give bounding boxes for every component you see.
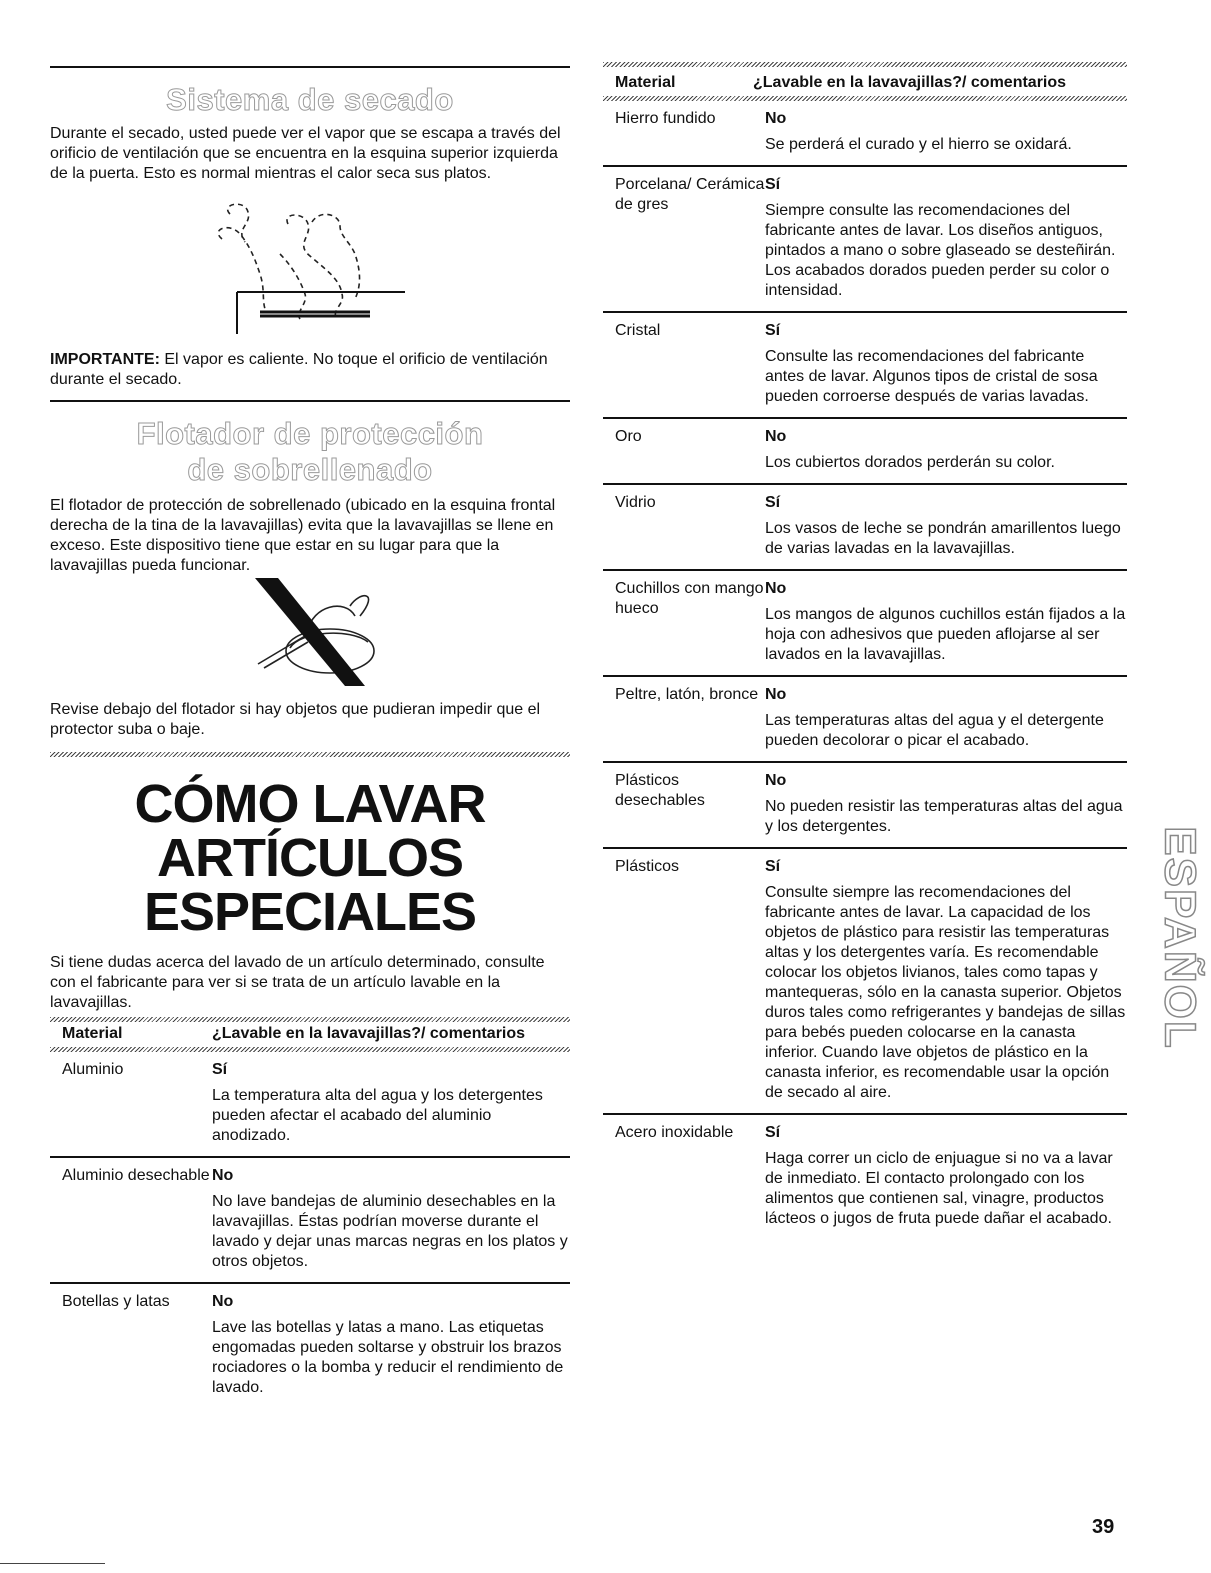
table-row bbox=[603, 313, 1127, 419]
row-answer: Sí bbox=[765, 322, 781, 339]
row-material: Vidrio bbox=[615, 494, 656, 511]
hatched-rule bbox=[50, 1017, 570, 1022]
row-material: Aluminio desechable bbox=[62, 1167, 210, 1184]
row-material: Botellas y latas bbox=[62, 1293, 170, 1310]
hatched-rule bbox=[50, 752, 570, 757]
row-comment: Consulte las recomendaciones del fabricante antes de lavar. Algunos tipos de cristal de sosa pueden corroerse después de varias lavadas. bbox=[765, 348, 1098, 405]
drying-title: Sistema de secado bbox=[166, 82, 454, 117]
header-comment: ¿Lavable en la lavavajillas?/ comentarios bbox=[753, 74, 1067, 91]
row-answer: Sí bbox=[765, 176, 781, 193]
table-row bbox=[603, 167, 1127, 313]
steam-vent-icon bbox=[50, 184, 570, 344]
table-row bbox=[603, 419, 1127, 485]
row-material: Aluminio bbox=[62, 1061, 124, 1078]
important-note bbox=[50, 350, 570, 390]
row-comment: No lave bandejas de aluminio desechables en la lavavajillas. Éstas podrían moverse durante el lavado y dejar unas marcas negras en los platos y otros objetos. bbox=[212, 1193, 568, 1270]
row-comment: Consulte siempre las recomendaciones del fabricante antes de lavar. La capacidad de los objetos de plástico para resistir las temperaturas altas y los detergentes varía. Es recomendable colocar los objetos livianos, tales como tapas y mantequeras, sólo en la canasta superior. Objetos duros tales como refrigerantes y bandejas de sillas para bebés pueden colocarse en la canasta inferior. Cuando lave objetos de plástico en la canasta inferior, es recomendable usar la opción de secado al aire. bbox=[765, 884, 1126, 1101]
row-material: Plásticos bbox=[615, 858, 680, 875]
drying-text: Durante el secado, usted puede ver el vapor que se escapa a través del orificio de ventilación que se encuentra en la esquina superior izquierda de la puerta. Esto es normal mientras el calor seca sus platos. bbox=[50, 125, 561, 182]
header-material: Material bbox=[615, 74, 676, 91]
special-title-line1: CÓMO LAVAR bbox=[134, 774, 486, 834]
row-answer: Sí bbox=[765, 494, 781, 511]
row-material: Cuchillos con mango hueco bbox=[615, 580, 764, 617]
row-material: Plásticos desechables bbox=[615, 772, 705, 809]
header-material: Material bbox=[62, 1025, 123, 1042]
left-column bbox=[50, 0, 570, 1408]
row-comment: Los cubiertos dorados perderán su color. bbox=[765, 454, 1055, 471]
table-row bbox=[603, 1115, 1127, 1239]
float-text: El flotador de protección de sobrellenado (ubicado en la esquina frontal derecha de la tina de la lavavajillas) evita que la lavavajillas se llene en exceso. Este dispositivo tiene que estar en su lugar para que la lavavajillas pueda funcionar. bbox=[50, 497, 556, 574]
section-rule bbox=[50, 400, 570, 402]
language-side-tab-label: ESPAÑOL bbox=[1156, 825, 1205, 1050]
table-row bbox=[603, 101, 1127, 167]
float-check-text: Revise debajo del flotador si hay objetos que pudieran impedir que el protector suba o baje. bbox=[50, 701, 541, 738]
page-number: 39 bbox=[1092, 1516, 1115, 1538]
row-comment: No pueden resistir las temperaturas altas del agua y los detergentes. bbox=[765, 798, 1123, 835]
hatched-rule bbox=[603, 62, 1127, 67]
row-answer: No bbox=[765, 686, 787, 703]
special-title-line2: ARTÍCULOS bbox=[157, 828, 463, 888]
header-comment: ¿Lavable en la lavavajillas?/ comentarios bbox=[212, 1025, 526, 1042]
row-answer: No bbox=[212, 1167, 234, 1184]
float-icon bbox=[50, 576, 570, 694]
right-column bbox=[603, 0, 1127, 1239]
section-rule bbox=[50, 66, 570, 68]
row-comment: Las temperaturas altas del agua y el detergente pueden decolorar o picar el acabado. bbox=[765, 712, 1104, 749]
special-intro: Si tiene dudas acerca del lavado de un artículo determinado, consulte con el fabricante para ver si se trata de un artículo lavable en la lavavajillas. bbox=[50, 954, 545, 1011]
row-material: Porcelana/ Cerámica de gres bbox=[615, 176, 765, 213]
table-header bbox=[50, 1024, 570, 1043]
steam-illustration bbox=[50, 184, 570, 344]
table-row bbox=[603, 849, 1127, 1115]
row-material: Acero inoxidable bbox=[615, 1124, 734, 1141]
footer-rule bbox=[0, 1563, 105, 1564]
row-material: Cristal bbox=[615, 322, 661, 339]
table-row bbox=[603, 677, 1127, 763]
float-title-line2: de sobrellenado bbox=[187, 452, 433, 487]
row-comment: Siempre consulte las recomendaciones del fabricante antes de lavar. Los diseños antiguos, pintados a mano o sobre glaseado se desteñirán. Los acabados dorados pueden perder su color o intensidad. bbox=[765, 202, 1116, 299]
table-row bbox=[50, 1158, 570, 1284]
table-row bbox=[50, 1284, 570, 1408]
language-side-tab bbox=[1150, 815, 1210, 1060]
important-label: IMPORTANTE: bbox=[50, 351, 160, 368]
row-comment: La temperatura alta del agua y los detergentes pueden afectar el acabado del aluminio anodizado. bbox=[212, 1087, 543, 1144]
row-comment: Los vasos de leche se pondrán amarillentos luego de varias lavadas en la lavavajillas. bbox=[765, 520, 1121, 557]
table-row bbox=[50, 1052, 570, 1158]
row-answer: Sí bbox=[212, 1061, 228, 1078]
row-answer: No bbox=[765, 110, 787, 127]
float-illustration bbox=[50, 576, 570, 694]
row-answer: No bbox=[765, 580, 787, 597]
row-answer: Sí bbox=[765, 1124, 781, 1141]
row-comment: Se perderá el curado y el hierro se oxidará. bbox=[765, 136, 1072, 153]
row-comment: Haga correr un ciclo de enjuague si no va a lavar de inmediato. El contacto prolongado con los alimentos que contienen sal, vinagre, productos lácteos o jugos de fruta puede dañar el acabado. bbox=[765, 1150, 1113, 1227]
row-comment: Los mangos de algunos cuchillos están fijados a la hoja con adhesivos que pueden aflojarse al ser lavados en la lavavajillas. bbox=[765, 606, 1126, 663]
row-answer: No bbox=[765, 772, 787, 789]
row-comment: Lave las botellas y latas a mano. Las etiquetas engomadas pueden soltarse y obstruir los brazos rociadores o la bomba y reducir el rendimiento de lavado. bbox=[212, 1319, 564, 1396]
table-header bbox=[603, 73, 1127, 92]
row-material: Peltre, latón, bronce bbox=[615, 686, 759, 703]
table-row bbox=[603, 485, 1127, 571]
important-text: El vapor es caliente. No toque el orificio de ventilación durante el secado. bbox=[50, 351, 548, 388]
row-answer: No bbox=[765, 428, 787, 445]
row-answer: No bbox=[212, 1293, 234, 1310]
table-row bbox=[603, 763, 1127, 849]
table-row bbox=[603, 571, 1127, 677]
row-material: Hierro fundido bbox=[615, 110, 716, 127]
special-title-line3: ESPECIALES bbox=[143, 882, 477, 942]
float-title-line1: Flotador de protección bbox=[136, 416, 484, 451]
row-answer: Sí bbox=[765, 858, 781, 875]
row-material: Oro bbox=[615, 428, 642, 445]
